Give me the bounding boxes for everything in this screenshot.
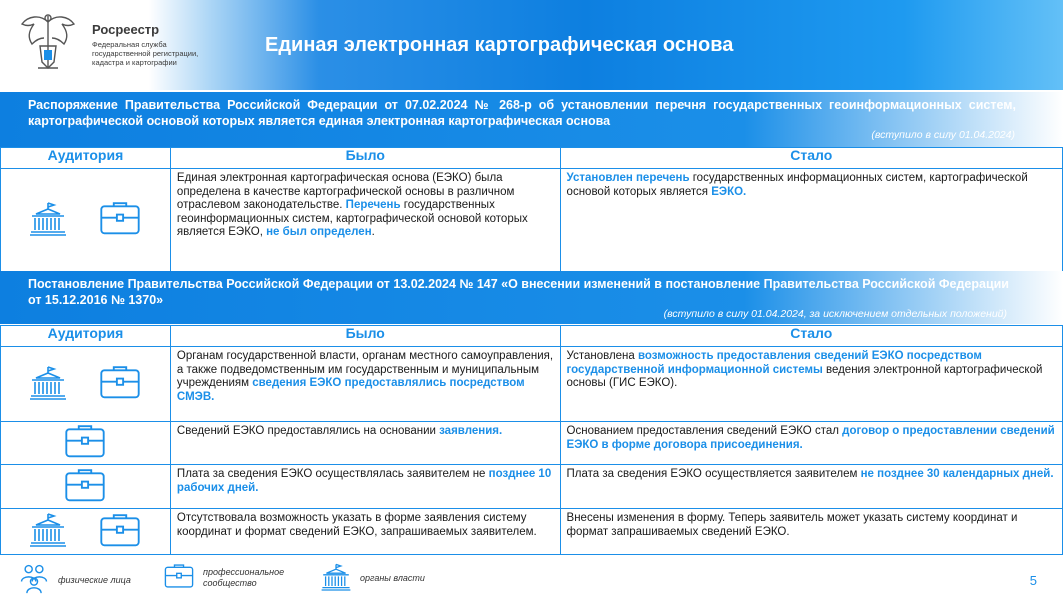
after-header: Стало xyxy=(560,326,1062,347)
before-cell xyxy=(170,169,560,272)
before-cell xyxy=(170,465,560,509)
audience-cell xyxy=(1,465,171,509)
table-header-row xyxy=(1,326,1063,347)
brand-name: Росреестр xyxy=(92,22,160,37)
after-cell xyxy=(560,169,1062,272)
government-building-icon xyxy=(28,364,68,405)
legend-item-professional xyxy=(163,562,285,594)
section1-banner xyxy=(0,92,1063,147)
before-cell xyxy=(170,422,560,465)
cell-text: Плата за сведения ЕЭКО осуществляется заявителем xyxy=(566,468,861,480)
highlight-text: сведения ЕЭКО предоставлялись посредством СМЭВ. xyxy=(176,377,525,403)
section1-effective-note: (вступило в силу 01.04.2024) xyxy=(871,129,1015,141)
government-building-icon xyxy=(320,562,352,596)
after-cell xyxy=(560,422,1062,465)
highlight-text: не позднее 30 календарных дней. xyxy=(860,468,1054,480)
legend-label: профессиональное сообщество xyxy=(203,567,285,589)
rosreestr-emblem-icon xyxy=(18,10,78,76)
highlight-text: не был определен xyxy=(266,226,372,238)
cell-text: Установлена xyxy=(566,350,638,362)
cell-text: Плата за сведения ЕЭКО осуществлялась заявителем не xyxy=(176,468,489,480)
briefcase-icon xyxy=(98,511,142,553)
page-number: 5 xyxy=(1029,573,1037,588)
cell-text: Внесены изменения в форму. Теперь заявитель может указать систему координат и формат запрашиваемых сведений ЕЭКО. xyxy=(566,512,1018,538)
table-row xyxy=(1,347,1063,422)
table-row xyxy=(1,169,1063,272)
section2-banner-text: Постановление Правительства Российской Федерации от 13.02.2024 № 147 «О внесении изменений в постановление Правительства Российской Федерации от 15.12.2016 № 1370» xyxy=(28,277,1009,307)
audience-cell xyxy=(1,169,171,272)
before-header: Было xyxy=(170,148,560,169)
government-building-icon xyxy=(28,200,68,241)
table-row xyxy=(1,509,1063,555)
table-header-row xyxy=(1,148,1063,169)
highlight-text: позднее 10 рабочих дней. xyxy=(176,468,552,494)
highlight-text: Перечень xyxy=(345,199,401,211)
after-cell xyxy=(560,465,1062,509)
cell-text: . xyxy=(371,226,375,238)
cell-text: Сведений ЕЭКО предоставлялись на основании xyxy=(176,425,440,437)
brand-subtitle: Федеральная служба государственной регистрации, кадастра и картографии xyxy=(92,40,199,67)
briefcase-icon xyxy=(98,199,142,241)
audience-header: Аудитория xyxy=(1,326,171,347)
briefcase-icon xyxy=(163,562,195,594)
individuals-icon xyxy=(18,562,50,598)
highlight-text: договор о предоставлении сведений ЕЭКО в форме договора присоединения. xyxy=(566,425,1055,451)
section2-table xyxy=(0,325,1063,555)
briefcase-icon xyxy=(98,363,142,405)
cell-text: Отсутствовала возможность указать в форме заявления систему координат и формат сведений ЕЭКО, запрашиваемых заявителем. xyxy=(176,512,537,538)
cell-text: государственных геоинформационных систем, картографической основой которых является ЕЭКО, xyxy=(176,199,528,238)
after-cell xyxy=(560,509,1062,555)
legend-label: органы власти xyxy=(360,573,425,584)
highlight-text: ЕЭКО. xyxy=(711,185,747,198)
before-header: Было xyxy=(170,326,560,347)
highlight-text: возможность предоставления сведений ЕЭКО посредством государственной информационной системы xyxy=(566,350,982,376)
audience-cell xyxy=(1,422,171,465)
table-row xyxy=(1,422,1063,465)
government-building-icon xyxy=(28,511,68,552)
legend-label: физические лица xyxy=(58,575,131,585)
briefcase-icon xyxy=(63,422,107,464)
legend-item-authorities xyxy=(320,562,425,596)
legend-item-individuals xyxy=(18,562,131,598)
table-row xyxy=(1,465,1063,509)
briefcase-icon xyxy=(63,466,107,508)
section2-banner xyxy=(0,271,1063,324)
cell-text: Единая электронная картографическая основа (ЕЭКО) была определена в качестве картографической основы в различном отраслевом законодательстве. xyxy=(176,172,515,211)
slide-header xyxy=(0,0,1063,90)
section1-banner-text: Распоряжение Правительства Российской Федерации от 07.02.2024 № 268-р об установлении перечня государственных геоинформационных систем, картографической основой которых является единая электронная картографическая основа xyxy=(28,98,1016,128)
audience-cell xyxy=(1,347,171,422)
section2-effective-note: (вступило в силу 01.04.2024, за исключением отдельных положений) xyxy=(663,308,1007,320)
before-cell xyxy=(170,347,560,422)
audience-cell xyxy=(1,509,171,555)
cell-text: государственных информационных систем, картографической основой которых является xyxy=(566,172,1028,198)
cell-text: Органам государственной власти, органам местного самоуправления, а также подведомственным им государственным и муниципальным учреждениям xyxy=(176,350,554,389)
legend xyxy=(0,562,1063,598)
before-cell xyxy=(170,509,560,555)
section1-table xyxy=(0,147,1063,272)
after-cell xyxy=(560,347,1062,422)
cell-text: Основанием предоставления сведений ЕЭКО стал xyxy=(566,425,843,437)
highlight-text: Установлен перечень xyxy=(566,172,690,184)
after-header: Стало xyxy=(560,148,1062,169)
cell-text: ведения электронной картографической основы (ГИС ЕЭКО). xyxy=(566,363,1043,389)
page-title: Единая электронная картографическая основа xyxy=(265,34,734,56)
highlight-text: заявления. xyxy=(439,425,503,437)
audience-header: Аудитория xyxy=(1,148,171,169)
